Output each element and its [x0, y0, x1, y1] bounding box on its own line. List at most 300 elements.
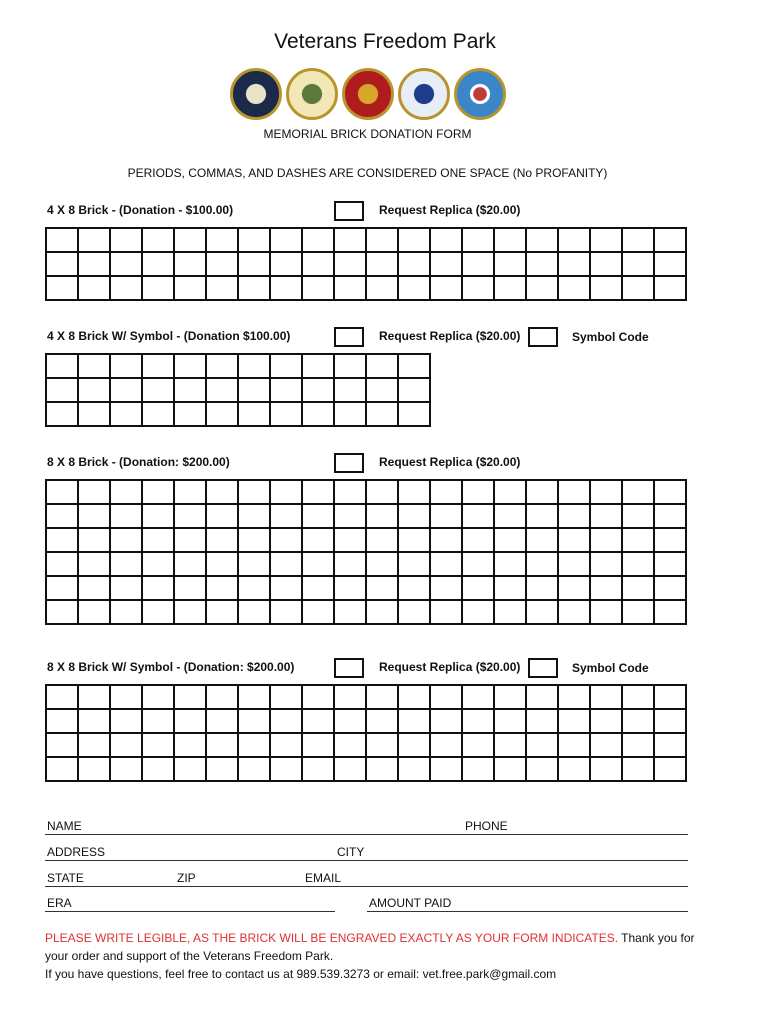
replica-checkbox-4x8-symbol[interactable]: [334, 327, 364, 347]
character-cell[interactable]: [270, 757, 302, 781]
character-cell[interactable]: [430, 733, 462, 757]
character-cell[interactable]: [622, 552, 654, 576]
character-cell[interactable]: [110, 228, 142, 252]
character-cell[interactable]: [462, 228, 494, 252]
character-cell[interactable]: [334, 600, 366, 624]
character-cell[interactable]: [654, 228, 686, 252]
character-cell[interactable]: [46, 528, 78, 552]
replica-checkbox-8x8-symbol[interactable]: [334, 658, 364, 678]
character-cell[interactable]: [174, 252, 206, 276]
character-cell[interactable]: [270, 252, 302, 276]
character-cell[interactable]: [398, 685, 430, 709]
character-cell[interactable]: [654, 600, 686, 624]
character-cell[interactable]: [46, 685, 78, 709]
character-cell[interactable]: [142, 552, 174, 576]
character-cell[interactable]: [334, 757, 366, 781]
character-cell[interactable]: [494, 228, 526, 252]
character-cell[interactable]: [110, 552, 142, 576]
character-cell[interactable]: [494, 733, 526, 757]
character-cell[interactable]: [622, 685, 654, 709]
character-cell[interactable]: [270, 600, 302, 624]
character-cell[interactable]: [206, 576, 238, 600]
character-cell[interactable]: [270, 480, 302, 504]
character-cell[interactable]: [46, 354, 78, 378]
character-cell[interactable]: [46, 378, 78, 402]
character-cell[interactable]: [462, 252, 494, 276]
character-cell[interactable]: [302, 354, 334, 378]
character-cell[interactable]: [46, 552, 78, 576]
character-cell[interactable]: [622, 504, 654, 528]
state-zip-email-line[interactable]: [45, 886, 688, 887]
character-cell[interactable]: [398, 709, 430, 733]
character-cell[interactable]: [302, 402, 334, 426]
character-cell[interactable]: [526, 276, 558, 300]
character-cell[interactable]: [174, 228, 206, 252]
character-cell[interactable]: [46, 576, 78, 600]
character-cell[interactable]: [398, 228, 430, 252]
character-cell[interactable]: [302, 480, 334, 504]
character-cell[interactable]: [462, 528, 494, 552]
character-cell[interactable]: [174, 685, 206, 709]
character-cell[interactable]: [398, 354, 430, 378]
character-cell[interactable]: [526, 552, 558, 576]
character-cell[interactable]: [302, 733, 334, 757]
character-cell[interactable]: [558, 709, 590, 733]
character-cell[interactable]: [78, 685, 110, 709]
character-cell[interactable]: [430, 576, 462, 600]
character-cell[interactable]: [302, 685, 334, 709]
character-cell[interactable]: [238, 378, 270, 402]
character-cell[interactable]: [206, 504, 238, 528]
character-cell[interactable]: [238, 276, 270, 300]
character-cell[interactable]: [558, 757, 590, 781]
character-cell[interactable]: [334, 354, 366, 378]
character-cell[interactable]: [110, 480, 142, 504]
character-cell[interactable]: [46, 480, 78, 504]
character-cell[interactable]: [462, 576, 494, 600]
character-cell[interactable]: [622, 276, 654, 300]
name-phone-line[interactable]: [45, 834, 688, 835]
character-cell[interactable]: [302, 276, 334, 300]
character-cell[interactable]: [302, 504, 334, 528]
character-cell[interactable]: [110, 709, 142, 733]
character-cell[interactable]: [110, 757, 142, 781]
character-cell[interactable]: [142, 354, 174, 378]
character-cell[interactable]: [590, 480, 622, 504]
character-cell[interactable]: [238, 252, 270, 276]
character-cell[interactable]: [302, 228, 334, 252]
character-cell[interactable]: [302, 757, 334, 781]
character-cell[interactable]: [526, 733, 558, 757]
symbol-code-box-4x8[interactable]: [528, 327, 558, 347]
character-cell[interactable]: [238, 733, 270, 757]
character-cell[interactable]: [654, 552, 686, 576]
character-cell[interactable]: [78, 402, 110, 426]
character-cell[interactable]: [334, 402, 366, 426]
character-cell[interactable]: [494, 709, 526, 733]
character-cell[interactable]: [654, 757, 686, 781]
character-cell[interactable]: [206, 276, 238, 300]
character-cell[interactable]: [366, 576, 398, 600]
character-cell[interactable]: [206, 528, 238, 552]
character-cell[interactable]: [462, 552, 494, 576]
character-cell[interactable]: [174, 480, 206, 504]
character-cell[interactable]: [270, 354, 302, 378]
character-cell[interactable]: [654, 480, 686, 504]
character-cell[interactable]: [398, 402, 430, 426]
character-cell[interactable]: [494, 757, 526, 781]
character-cell[interactable]: [526, 504, 558, 528]
character-cell[interactable]: [366, 600, 398, 624]
character-cell[interactable]: [398, 757, 430, 781]
character-cell[interactable]: [206, 480, 238, 504]
character-cell[interactable]: [622, 528, 654, 552]
character-cell[interactable]: [206, 733, 238, 757]
character-cell[interactable]: [110, 600, 142, 624]
character-cell[interactable]: [558, 480, 590, 504]
character-cell[interactable]: [142, 576, 174, 600]
character-cell[interactable]: [654, 276, 686, 300]
character-cell[interactable]: [334, 528, 366, 552]
character-cell[interactable]: [270, 685, 302, 709]
character-cell[interactable]: [430, 480, 462, 504]
character-cell[interactable]: [46, 600, 78, 624]
character-cell[interactable]: [110, 685, 142, 709]
character-cell[interactable]: [590, 552, 622, 576]
character-cell[interactable]: [302, 552, 334, 576]
character-cell[interactable]: [78, 576, 110, 600]
character-cell[interactable]: [174, 276, 206, 300]
character-cell[interactable]: [334, 733, 366, 757]
character-cell[interactable]: [430, 552, 462, 576]
character-cell[interactable]: [622, 228, 654, 252]
character-cell[interactable]: [526, 757, 558, 781]
character-cell[interactable]: [366, 228, 398, 252]
character-cell[interactable]: [78, 733, 110, 757]
character-cell[interactable]: [366, 252, 398, 276]
character-cell[interactable]: [526, 709, 558, 733]
character-cell[interactable]: [78, 709, 110, 733]
character-cell[interactable]: [622, 480, 654, 504]
character-cell[interactable]: [430, 252, 462, 276]
character-cell[interactable]: [366, 402, 398, 426]
character-cell[interactable]: [270, 733, 302, 757]
character-cell[interactable]: [238, 552, 270, 576]
character-cell[interactable]: [270, 552, 302, 576]
character-cell[interactable]: [78, 757, 110, 781]
character-cell[interactable]: [206, 552, 238, 576]
character-cell[interactable]: [78, 552, 110, 576]
character-cell[interactable]: [142, 709, 174, 733]
character-cell[interactable]: [270, 402, 302, 426]
character-cell[interactable]: [46, 402, 78, 426]
character-cell[interactable]: [174, 576, 206, 600]
character-cell[interactable]: [46, 733, 78, 757]
character-cell[interactable]: [142, 757, 174, 781]
character-cell[interactable]: [462, 600, 494, 624]
character-cell[interactable]: [526, 685, 558, 709]
character-cell[interactable]: [590, 576, 622, 600]
replica-checkbox-4x8[interactable]: [334, 201, 364, 221]
character-cell[interactable]: [46, 757, 78, 781]
era-line[interactable]: [45, 911, 335, 912]
amount-paid-line[interactable]: [367, 911, 688, 912]
character-cell[interactable]: [494, 252, 526, 276]
character-cell[interactable]: [654, 685, 686, 709]
character-cell[interactable]: [558, 228, 590, 252]
character-cell[interactable]: [398, 600, 430, 624]
character-cell[interactable]: [174, 709, 206, 733]
character-cell[interactable]: [334, 480, 366, 504]
character-cell[interactable]: [238, 402, 270, 426]
character-cell[interactable]: [238, 600, 270, 624]
character-cell[interactable]: [334, 685, 366, 709]
character-cell[interactable]: [238, 576, 270, 600]
character-cell[interactable]: [174, 378, 206, 402]
character-cell[interactable]: [110, 354, 142, 378]
character-cell[interactable]: [654, 252, 686, 276]
character-cell[interactable]: [206, 685, 238, 709]
character-cell[interactable]: [78, 228, 110, 252]
character-cell[interactable]: [430, 228, 462, 252]
character-cell[interactable]: [78, 378, 110, 402]
character-cell[interactable]: [174, 528, 206, 552]
character-cell[interactable]: [430, 600, 462, 624]
character-cell[interactable]: [590, 685, 622, 709]
character-cell[interactable]: [334, 378, 366, 402]
character-cell[interactable]: [270, 378, 302, 402]
character-cell[interactable]: [654, 504, 686, 528]
character-cell[interactable]: [366, 552, 398, 576]
character-cell[interactable]: [142, 252, 174, 276]
character-cell[interactable]: [590, 733, 622, 757]
character-cell[interactable]: [110, 276, 142, 300]
character-cell[interactable]: [142, 402, 174, 426]
character-cell[interactable]: [654, 709, 686, 733]
character-cell[interactable]: [334, 252, 366, 276]
character-cell[interactable]: [494, 685, 526, 709]
character-cell[interactable]: [110, 528, 142, 552]
character-cell[interactable]: [142, 733, 174, 757]
character-cell[interactable]: [142, 600, 174, 624]
character-cell[interactable]: [398, 252, 430, 276]
character-cell[interactable]: [526, 576, 558, 600]
character-cell[interactable]: [78, 504, 110, 528]
character-cell[interactable]: [110, 378, 142, 402]
character-cell[interactable]: [110, 402, 142, 426]
character-cell[interactable]: [270, 504, 302, 528]
character-cell[interactable]: [110, 252, 142, 276]
character-cell[interactable]: [558, 576, 590, 600]
character-cell[interactable]: [142, 480, 174, 504]
character-cell[interactable]: [590, 252, 622, 276]
character-cell[interactable]: [590, 228, 622, 252]
address-city-line[interactable]: [45, 860, 688, 861]
character-cell[interactable]: [366, 378, 398, 402]
character-cell[interactable]: [494, 480, 526, 504]
character-cell[interactable]: [334, 504, 366, 528]
character-cell[interactable]: [174, 354, 206, 378]
character-cell[interactable]: [238, 480, 270, 504]
character-cell[interactable]: [302, 600, 334, 624]
character-cell[interactable]: [590, 757, 622, 781]
character-cell[interactable]: [430, 276, 462, 300]
character-cell[interactable]: [46, 276, 78, 300]
character-cell[interactable]: [622, 600, 654, 624]
character-cell[interactable]: [46, 709, 78, 733]
character-cell[interactable]: [110, 504, 142, 528]
replica-checkbox-8x8[interactable]: [334, 453, 364, 473]
character-cell[interactable]: [398, 276, 430, 300]
character-cell[interactable]: [142, 228, 174, 252]
character-cell[interactable]: [270, 228, 302, 252]
character-cell[interactable]: [142, 276, 174, 300]
character-cell[interactable]: [494, 600, 526, 624]
character-cell[interactable]: [558, 528, 590, 552]
character-cell[interactable]: [78, 600, 110, 624]
character-cell[interactable]: [526, 252, 558, 276]
character-cell[interactable]: [206, 757, 238, 781]
character-cell[interactable]: [590, 600, 622, 624]
character-cell[interactable]: [494, 576, 526, 600]
character-cell[interactable]: [238, 709, 270, 733]
character-cell[interactable]: [270, 709, 302, 733]
character-cell[interactable]: [46, 228, 78, 252]
character-cell[interactable]: [430, 504, 462, 528]
character-cell[interactable]: [398, 504, 430, 528]
character-cell[interactable]: [366, 685, 398, 709]
character-cell[interactable]: [238, 504, 270, 528]
character-cell[interactable]: [654, 576, 686, 600]
character-cell[interactable]: [206, 402, 238, 426]
character-cell[interactable]: [238, 528, 270, 552]
character-cell[interactable]: [238, 354, 270, 378]
character-cell[interactable]: [302, 252, 334, 276]
character-cell[interactable]: [558, 733, 590, 757]
character-cell[interactable]: [622, 576, 654, 600]
character-cell[interactable]: [366, 504, 398, 528]
character-cell[interactable]: [78, 354, 110, 378]
character-cell[interactable]: [174, 552, 206, 576]
character-cell[interactable]: [622, 757, 654, 781]
character-cell[interactable]: [462, 733, 494, 757]
character-cell[interactable]: [238, 685, 270, 709]
character-cell[interactable]: [142, 528, 174, 552]
character-cell[interactable]: [174, 757, 206, 781]
character-cell[interactable]: [526, 228, 558, 252]
character-cell[interactable]: [174, 504, 206, 528]
character-cell[interactable]: [590, 504, 622, 528]
character-cell[interactable]: [430, 709, 462, 733]
character-cell[interactable]: [430, 757, 462, 781]
character-cell[interactable]: [622, 733, 654, 757]
character-cell[interactable]: [462, 504, 494, 528]
character-cell[interactable]: [366, 757, 398, 781]
character-cell[interactable]: [526, 600, 558, 624]
character-cell[interactable]: [110, 576, 142, 600]
character-cell[interactable]: [206, 600, 238, 624]
character-cell[interactable]: [46, 252, 78, 276]
character-cell[interactable]: [270, 276, 302, 300]
character-cell[interactable]: [398, 552, 430, 576]
character-cell[interactable]: [494, 528, 526, 552]
character-cell[interactable]: [206, 378, 238, 402]
character-cell[interactable]: [526, 528, 558, 552]
character-cell[interactable]: [174, 600, 206, 624]
character-cell[interactable]: [366, 480, 398, 504]
character-cell[interactable]: [206, 228, 238, 252]
character-cell[interactable]: [430, 685, 462, 709]
character-cell[interactable]: [46, 504, 78, 528]
character-cell[interactable]: [558, 504, 590, 528]
character-cell[interactable]: [462, 480, 494, 504]
character-cell[interactable]: [398, 733, 430, 757]
character-cell[interactable]: [78, 528, 110, 552]
character-cell[interactable]: [206, 709, 238, 733]
character-cell[interactable]: [654, 528, 686, 552]
character-cell[interactable]: [366, 709, 398, 733]
character-cell[interactable]: [398, 528, 430, 552]
character-cell[interactable]: [590, 276, 622, 300]
character-cell[interactable]: [334, 709, 366, 733]
character-cell[interactable]: [206, 252, 238, 276]
character-cell[interactable]: [174, 733, 206, 757]
character-cell[interactable]: [558, 552, 590, 576]
character-cell[interactable]: [622, 709, 654, 733]
character-cell[interactable]: [174, 402, 206, 426]
character-cell[interactable]: [366, 733, 398, 757]
character-cell[interactable]: [302, 528, 334, 552]
character-cell[interactable]: [142, 685, 174, 709]
character-cell[interactable]: [462, 709, 494, 733]
character-cell[interactable]: [398, 378, 430, 402]
character-cell[interactable]: [622, 252, 654, 276]
character-cell[interactable]: [558, 685, 590, 709]
character-cell[interactable]: [302, 378, 334, 402]
symbol-code-box-8x8[interactable]: [528, 658, 558, 678]
character-cell[interactable]: [590, 709, 622, 733]
character-cell[interactable]: [78, 252, 110, 276]
character-cell[interactable]: [206, 354, 238, 378]
character-cell[interactable]: [238, 228, 270, 252]
character-cell[interactable]: [462, 757, 494, 781]
character-cell[interactable]: [366, 354, 398, 378]
character-cell[interactable]: [494, 552, 526, 576]
character-cell[interactable]: [398, 480, 430, 504]
character-cell[interactable]: [558, 600, 590, 624]
character-cell[interactable]: [334, 276, 366, 300]
character-cell[interactable]: [366, 528, 398, 552]
character-cell[interactable]: [430, 528, 462, 552]
character-cell[interactable]: [302, 576, 334, 600]
character-cell[interactable]: [302, 709, 334, 733]
character-cell[interactable]: [142, 378, 174, 402]
character-cell[interactable]: [398, 576, 430, 600]
character-cell[interactable]: [526, 480, 558, 504]
character-cell[interactable]: [654, 733, 686, 757]
character-cell[interactable]: [334, 576, 366, 600]
character-cell[interactable]: [494, 276, 526, 300]
character-cell[interactable]: [334, 228, 366, 252]
character-cell[interactable]: [270, 576, 302, 600]
character-cell[interactable]: [238, 757, 270, 781]
character-cell[interactable]: [590, 528, 622, 552]
character-cell[interactable]: [78, 276, 110, 300]
character-cell[interactable]: [142, 504, 174, 528]
character-cell[interactable]: [78, 480, 110, 504]
character-cell[interactable]: [558, 252, 590, 276]
character-cell[interactable]: [558, 276, 590, 300]
